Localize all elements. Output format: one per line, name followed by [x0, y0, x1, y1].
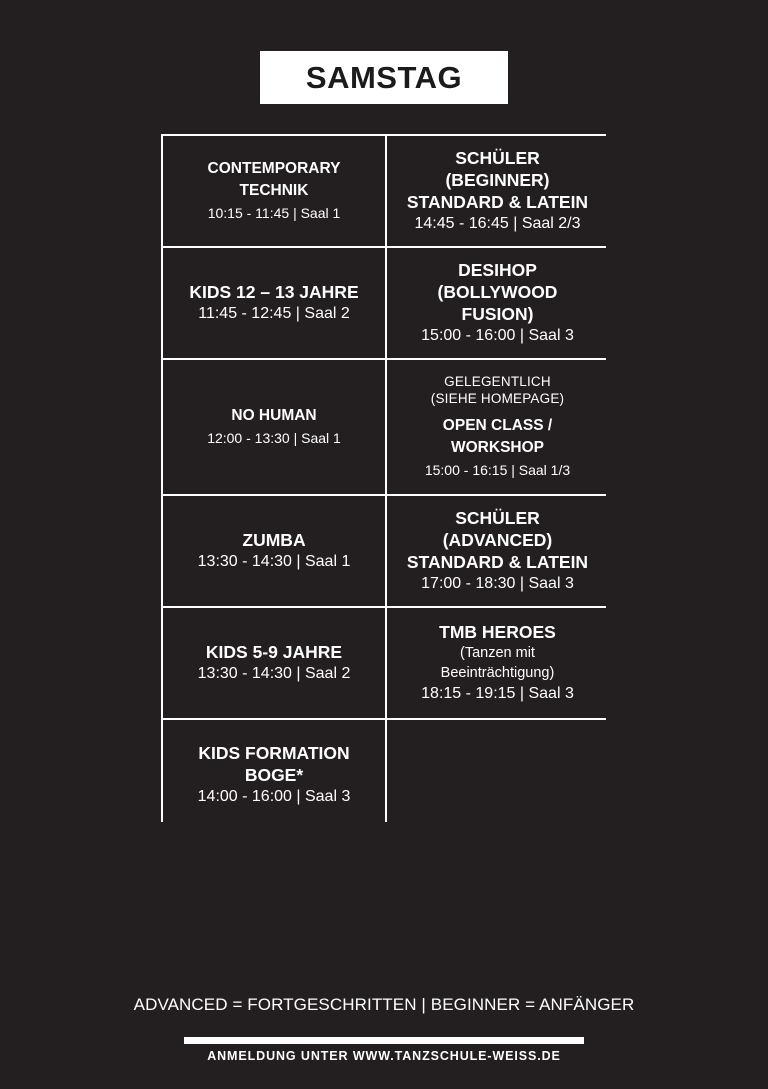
page-title: SAMSTAG	[260, 51, 508, 104]
class-subtitle: (Tanzen mit	[460, 645, 535, 661]
class-cell-contemporary	[163, 136, 385, 246]
class-name: (BEGINNER)	[445, 170, 550, 190]
class-name: SCHÜLER	[455, 508, 540, 528]
class-name: KIDS 5-9 JAHRE	[205, 642, 343, 662]
class-name: (ADVANCED)	[442, 530, 553, 550]
class-name: NO HUMAN	[231, 407, 317, 424]
class-name: OPEN CLASS /	[442, 417, 553, 434]
class-name: (BOLLYWOOD	[437, 282, 558, 302]
class-name: ZUMBA	[242, 530, 306, 550]
class-cell-kids-5-9	[163, 608, 385, 718]
schedule-table	[161, 134, 606, 822]
class-cell-open-class	[387, 360, 608, 494]
class-name: TECHNIK	[239, 182, 309, 199]
class-subtitle: Beeinträchtigung)	[440, 665, 555, 681]
class-cell-zumba	[163, 496, 385, 606]
class-time: 11:45 - 12:45 | Saal 2	[198, 305, 350, 322]
class-time: 14:45 - 16:45 | Saal 2/3	[414, 215, 581, 232]
class-time: 10:15 - 11:45 | Saal 1	[207, 205, 341, 221]
class-name: CONTEMPORARY	[207, 160, 341, 177]
empty-cell	[387, 720, 608, 830]
class-time: 15:00 - 16:00 | Saal 3	[421, 327, 574, 344]
legend-text: ADVANCED = FORTGESCHRITTEN | BEGINNER = ANFÄNGER	[133, 995, 635, 1014]
class-name: BOGE*	[244, 765, 304, 785]
class-cell-no-human	[163, 360, 385, 494]
class-cell-kids-formation	[163, 720, 385, 830]
class-note: (SIEHE HOMEPAGE)	[430, 391, 565, 406]
class-time: 17:00 - 18:30 | Saal 3	[421, 575, 574, 592]
class-name: TMB HEROES	[439, 622, 556, 642]
divider-bar	[184, 1037, 584, 1044]
class-cell-tmb-heroes	[387, 608, 608, 718]
class-cell-schueler-beginner	[387, 136, 608, 246]
class-time: 12:00 - 13:30 | Saal 1	[207, 430, 341, 446]
class-cell-desihop	[387, 248, 608, 358]
class-time: 15:00 - 16:15 | Saal 1/3	[424, 462, 571, 478]
class-time: 14:00 - 16:00 | Saal 3	[197, 788, 351, 805]
class-time: 18:15 - 19:15 | Saal 3	[421, 685, 574, 702]
class-time: 13:30 - 14:30 | Saal 2	[197, 665, 351, 682]
class-note: GELEGENTLICH	[444, 374, 551, 389]
class-name: STANDARD & LATEIN	[406, 552, 589, 572]
class-name: DESIHOP	[458, 260, 537, 280]
class-name: STANDARD & LATEIN	[406, 192, 589, 212]
class-name: FUSION)	[461, 304, 534, 324]
class-name: SCHÜLER	[455, 148, 540, 168]
class-cell-kids-12-13	[163, 248, 385, 358]
class-name: KIDS 12 – 13 JAHRE	[189, 282, 359, 302]
signup-text: ANMELDUNG UNTER WWW.TANZSCHULE-WEISS.DE	[207, 1049, 561, 1063]
class-time: 13:30 - 14:30 | Saal 1	[197, 553, 351, 570]
class-name: WORKSHOP	[451, 439, 544, 456]
class-cell-schueler-advanced	[387, 496, 608, 606]
class-name: KIDS FORMATION	[198, 743, 350, 763]
